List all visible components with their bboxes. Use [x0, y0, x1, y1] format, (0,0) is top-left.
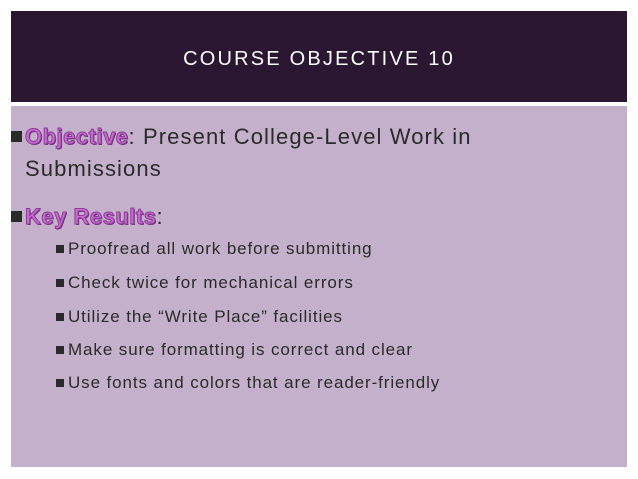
square-bullet-icon: [56, 346, 64, 354]
objective-keyword: Objective: [25, 124, 129, 149]
key-results-colon: :: [156, 204, 164, 229]
list-item: [56, 372, 440, 394]
key-result-text: Proofread all work before submitting: [68, 239, 373, 258]
objective-text: : Present College-Level Work in: [128, 124, 472, 149]
title-bar: [11, 11, 627, 102]
key-results-bullet: [11, 202, 164, 232]
list-item: [56, 306, 343, 328]
square-bullet-icon: [56, 313, 64, 321]
list-item: [56, 272, 354, 294]
slide-title: COURSE OBJECTIVE 10: [183, 48, 455, 70]
square-bullet-icon: [56, 279, 64, 287]
square-bullet-icon: [11, 131, 22, 142]
key-result-text: Use fonts and colors that are reader-friendly: [68, 373, 441, 392]
objective-bullet: [11, 122, 472, 152]
list-item: [56, 238, 373, 260]
square-bullet-icon: [56, 379, 64, 387]
key-result-text: Make sure formatting is correct and clear: [68, 340, 413, 359]
key-result-text: Utilize the “Write Place” facilities: [68, 307, 343, 326]
square-bullet-icon: [11, 211, 22, 222]
key-result-text: Check twice for mechanical errors: [68, 273, 354, 292]
list-item: [56, 339, 413, 361]
objective-continuation: Submissions: [25, 156, 162, 181]
key-results-keyword: Key Results: [25, 204, 157, 229]
square-bullet-icon: [56, 245, 64, 253]
content-area: [11, 106, 627, 467]
